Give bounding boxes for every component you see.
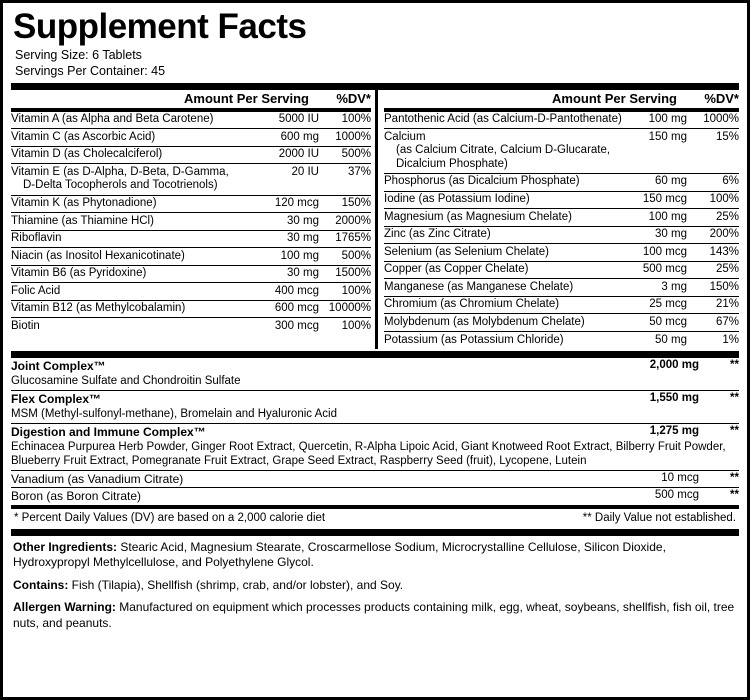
nutrient-dv: 1765% xyxy=(319,230,371,248)
nutrient-name: Vitamin E (as D-Alpha, D-Beta, D-Gamma, xyxy=(11,165,229,178)
page-title: Supplement Facts xyxy=(13,7,307,46)
nutrient-dv: 10000% xyxy=(319,300,371,318)
facts-columns xyxy=(11,90,739,349)
nutrient-amount: 30 mg xyxy=(267,230,319,248)
blend-desc-row xyxy=(11,407,739,423)
nutrient-name: Niacin (as Inositol Hexanicotinate) xyxy=(11,249,185,262)
nutrient-name: Vitamin C (as Ascorbic Acid) xyxy=(11,130,156,143)
other-ingredients xyxy=(13,540,737,571)
blend-name: Digestion and Immune Complex™ xyxy=(11,423,547,440)
nutrient-amount: 500 mcg xyxy=(643,261,687,279)
nutrient-name: Copper (as Copper Chelate) xyxy=(384,263,529,276)
table-row xyxy=(11,112,371,129)
contains xyxy=(13,578,737,594)
nutrient-name: Vitamin B6 (as Pyridoxine) xyxy=(11,267,147,280)
dv-label: %DV* xyxy=(704,90,739,106)
contains-text: Fish (Tilapia), Shellfish (shrimp, crab, and/or lobster), and Soy. xyxy=(68,577,404,592)
nutrient-amount: 30 mg xyxy=(643,226,687,244)
table-row xyxy=(11,146,371,164)
blend-row xyxy=(11,358,739,374)
table-row xyxy=(11,488,739,505)
proprietary-blends xyxy=(11,358,739,505)
divider-thick-bottom xyxy=(11,529,739,536)
table-row xyxy=(11,129,371,147)
bottom-info xyxy=(11,536,739,632)
blend-row xyxy=(11,423,739,440)
blend-row xyxy=(11,390,739,407)
nutrient-dv: 25% xyxy=(687,261,739,279)
amount-per-serving-label: Amount Per Serving xyxy=(552,90,677,106)
table-row xyxy=(11,195,371,213)
nutrient-name: Iodine (as Potassium Iodine) xyxy=(384,193,530,205)
column-header-left xyxy=(11,90,371,108)
blend-desc-row xyxy=(11,440,739,470)
nutrient-name: Biotin xyxy=(11,319,40,332)
table-row xyxy=(11,300,371,318)
nutrient-name: Potassium (as Potassium Chloride) xyxy=(384,333,564,346)
nutrient-amount: 300 mcg xyxy=(267,318,319,335)
nutrient-name: Manganese (as Manganese Chelate) xyxy=(384,280,574,293)
nutrient-amount: 100 mcg xyxy=(643,244,687,262)
allergen-warning xyxy=(13,600,737,631)
nutrient-table-right xyxy=(384,112,739,349)
nutrient-name-cont: D-Delta Tocopherols and Tocotrienols) xyxy=(23,179,218,192)
nutrient-dv: 1500% xyxy=(319,265,371,283)
nutrient-name: Vitamin B12 (as Methylcobalamin) xyxy=(11,302,186,315)
nutrient-name: Chromium (as Chromium Chelate) xyxy=(384,298,560,311)
nutrient-amount: 2000 IU xyxy=(267,146,319,164)
nutrient-name: Vitamin A (as Alpha and Beta Carotene) xyxy=(11,113,214,126)
nutrient-dv: 150% xyxy=(319,195,371,213)
nutrient-name: Riboflavin xyxy=(11,232,62,245)
table-row xyxy=(384,173,739,191)
nutrient-amount: 60 mg xyxy=(643,173,687,191)
nutrient-amount: 150 mcg xyxy=(643,191,687,209)
nutrient-dv: 67% xyxy=(687,314,739,332)
blend-description: MSM (Methyl-sulfonyl-methane), Bromelain and Hyaluronic Acid xyxy=(11,408,337,421)
nutrient-amount: 50 mg xyxy=(643,332,687,349)
nutrient-name: Folic Acid xyxy=(11,284,61,297)
nutrient-dv: 100% xyxy=(341,113,371,126)
nutrient-dv: 500% xyxy=(319,248,371,266)
nutrient-dv: 100% xyxy=(687,191,739,209)
nutrient-name: Magnesium (as Magnesium Chelate) xyxy=(384,210,572,223)
other-ingredients-text: Stearic Acid, Magnesium Stearate, Croscarmellose Sodium, Microcrystalline Cellulose, Silicon Dioxide, Hydroxypropyl Methylcellulose, and Polyethylene Glycol. xyxy=(13,539,666,570)
nutrient-dv: 25% xyxy=(687,209,739,227)
nutrient-amount: 100 mg xyxy=(643,209,687,227)
nutrient-amount: 500 mcg xyxy=(547,488,699,505)
nutrient-name: Zinc (as Zinc Citrate) xyxy=(384,228,491,241)
nutrient-name: Vanadium (as Vanadium Citrate) xyxy=(11,470,547,487)
amount-per-serving-label: Amount Per Serving xyxy=(184,90,309,106)
nutrient-dv: ** xyxy=(699,470,739,487)
nutrient-amount: 5000 IU xyxy=(278,113,319,126)
facts-column-right xyxy=(375,90,739,349)
divider-thick-mid xyxy=(11,351,739,358)
contains-label: Contains: xyxy=(13,577,69,592)
table-row xyxy=(11,248,371,266)
blend-dv: ** xyxy=(730,358,739,371)
nutrient-dv: 200% xyxy=(687,226,739,244)
table-row xyxy=(11,470,739,487)
nutrient-amount: 50 mcg xyxy=(643,314,687,332)
blend-description: Glucosamine Sulfate and Chondroitin Sulfate xyxy=(11,374,241,387)
nutrient-dv: 15% xyxy=(687,129,739,174)
nutrient-amount: 150 mg xyxy=(643,129,687,174)
table-row xyxy=(11,283,371,301)
table-row xyxy=(11,265,371,283)
blend-amount: 1,275 mg xyxy=(547,423,699,440)
footnotes xyxy=(11,509,739,527)
allergen-text: Manufactured on equipment which processes products containing milk, egg, wheat, soybeans, shellfish, fish oil, tree nuts, and peanuts. xyxy=(13,600,735,631)
nutrient-name: Pantothenic Acid (as Calcium-D-Pantothenate) xyxy=(384,113,622,126)
nutrient-amount: 10 mcg xyxy=(547,470,699,487)
nutrient-dv: 1000% xyxy=(319,129,371,147)
blend-dv: ** xyxy=(699,390,739,407)
nutrient-name-cont: (as Calcium Citrate, Calcium D-Glucarate, Dicalcium Phosphate) xyxy=(396,144,611,170)
blend-dv: ** xyxy=(699,423,739,440)
table-row xyxy=(11,318,371,335)
dv-not-established-footnote: ** Daily Value not established. xyxy=(582,511,736,524)
nutrient-dv: 21% xyxy=(687,296,739,314)
blend-amount: 2,000 mg xyxy=(649,358,699,371)
nutrient-dv: 143% xyxy=(687,244,739,262)
table-row xyxy=(384,296,739,314)
nutrient-amount: 100 mg xyxy=(648,113,687,126)
table-row xyxy=(384,279,739,297)
table-row xyxy=(384,244,739,262)
blend-table xyxy=(11,358,739,505)
nutrient-amount: 25 mcg xyxy=(643,296,687,314)
dv-label: %DV* xyxy=(336,90,371,106)
nutrient-amount: 100 mg xyxy=(267,248,319,266)
nutrient-dv: 6% xyxy=(687,173,739,191)
table-row xyxy=(384,209,739,227)
allergen-label: Allergen Warning: xyxy=(13,600,116,615)
nutrient-amount: 600 mg xyxy=(267,129,319,147)
nutrient-dv: ** xyxy=(699,488,739,505)
nutrient-name: Selenium (as Selenium Chelate) xyxy=(384,245,549,258)
nutrient-dv: 2000% xyxy=(319,213,371,231)
nutrient-amount: 20 IU xyxy=(267,164,319,195)
serving-info xyxy=(15,47,739,79)
table-row xyxy=(384,129,739,174)
other-ingredients-label: Other Ingredients: xyxy=(13,539,118,554)
nutrient-dv: 100% xyxy=(319,318,371,335)
table-row xyxy=(384,332,739,349)
blend-amount: 1,550 mg xyxy=(547,390,699,407)
nutrient-dv: 100% xyxy=(319,283,371,301)
nutrient-amount: 400 mcg xyxy=(267,283,319,301)
table-row xyxy=(384,261,739,279)
nutrient-name: Vitamin D (as Cholecalciferol) xyxy=(11,148,163,161)
nutrient-amount: 120 mcg xyxy=(267,195,319,213)
nutrient-dv: 500% xyxy=(319,146,371,164)
nutrient-amount: 600 mcg xyxy=(267,300,319,318)
table-row xyxy=(384,226,739,244)
nutrient-name: Thiamine (as Thiamine HCl) xyxy=(11,214,154,227)
blend-description: Echinacea Purpurea Herb Powder, Ginger Root Extract, Quercetin, R-Alpha Lipoic Acid, Giant Knotweed Root Extract, Bilberry Fruit Powder, Blueberry Fruit Extract, Pomegranate Fruit Extract, Grape Seed Extract, Raspberry Seed (fruit), Lycopene, Lutein xyxy=(11,441,726,468)
blend-name: Flex Complex™ xyxy=(11,390,547,407)
facts-column-left xyxy=(11,90,375,349)
table-row xyxy=(11,164,371,195)
nutrient-dv: 150% xyxy=(687,279,739,297)
nutrient-name: Boron (as Boron Citrate) xyxy=(11,488,547,505)
table-row xyxy=(11,230,371,248)
blend-desc-row xyxy=(11,374,739,390)
nutrient-name: Calcium xyxy=(384,130,426,143)
table-row xyxy=(384,191,739,209)
nutrient-table-left xyxy=(11,112,371,335)
table-row xyxy=(384,314,739,332)
nutrient-name: Vitamin K (as Phytonadione) xyxy=(11,197,157,209)
nutrient-dv: 37% xyxy=(319,164,371,195)
nutrient-name: Phosphorus (as Dicalcium Phosphate) xyxy=(384,175,580,188)
nutrient-amount: 30 mg xyxy=(267,213,319,231)
servings-per-container: Servings Per Container: 45 xyxy=(15,63,166,78)
table-row xyxy=(384,112,739,129)
nutrient-dv: 1% xyxy=(687,332,739,349)
dv-footnote: * Percent Daily Values (DV) are based on a 2,000 calorie diet xyxy=(14,511,326,524)
nutrient-dv: 1000% xyxy=(703,113,739,126)
nutrient-name: Molybdenum (as Molybdenum Chelate) xyxy=(384,315,585,328)
column-header-right xyxy=(384,90,739,108)
table-row xyxy=(11,213,371,231)
nutrient-amount: 30 mg xyxy=(267,265,319,283)
blend-name: Joint Complex™ xyxy=(11,358,106,373)
serving-size: Serving Size: 6 Tablets xyxy=(15,47,142,62)
divider-thick-top xyxy=(11,83,739,90)
nutrient-amount: 3 mg xyxy=(643,279,687,297)
